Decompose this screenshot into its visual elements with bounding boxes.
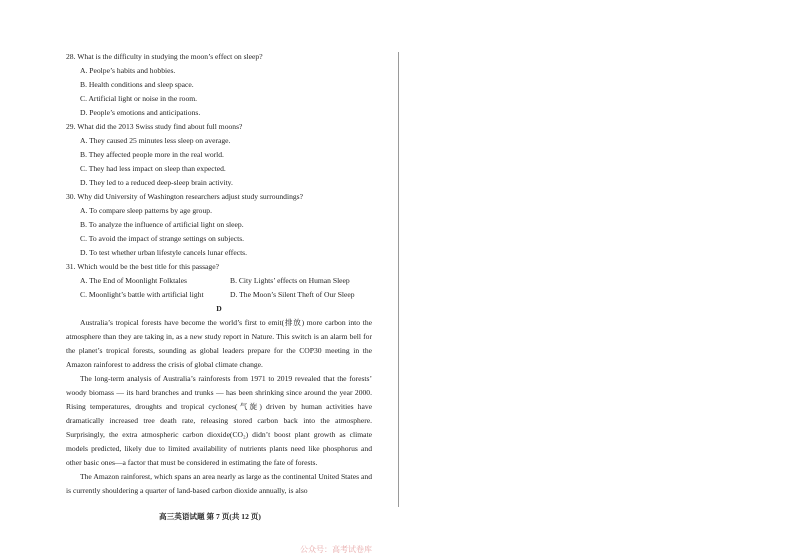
column-divider — [398, 52, 399, 507]
question-31-option-c: C. Moonlight’s battle with artificial light — [80, 290, 204, 299]
question-28-option-c: C. Artificial light or noise in the room. — [80, 94, 198, 103]
question-29-option-c: C. They had less impact on sleep than expected. — [80, 164, 226, 173]
question-28-option-d: D. People’s emotions and anticipations. — [80, 108, 201, 117]
watermark: 公众号：高考试卷库 — [300, 545, 372, 554]
section-heading: D — [216, 304, 222, 313]
question-30-stem: 30. Why did University of Washington researchers adjust study surroundings? — [66, 192, 304, 201]
question-28-option-a: A. Peolpe’s habits and hobbies. — [80, 66, 176, 75]
question-31-option-b: B. City Lights’ effects on Human Sleep — [230, 276, 350, 285]
passage-paragraph-3: The Amazon rainforest, which spans an area nearly as large as the continental United States and is currently shouldering a quarter of land-based carbon dioxide annually, is also — [66, 472, 372, 495]
question-31-options-row-1 — [80, 274, 372, 288]
question-30-option-c: C. To avoid the impact of strange settings on subjects. — [80, 234, 245, 243]
question-29-option-d: D. They led to a reduced deep-sleep brain activity. — [80, 178, 233, 187]
question-29-stem: 29. What did the 2013 Swiss study find about full moons? — [66, 122, 243, 131]
question-28-stem: 28. What is the difficulty in studying the moon’s effect on sleep? — [66, 52, 263, 61]
question-29-option-a: A. They caused 25 minutes less sleep on average. — [80, 136, 231, 145]
question-30-option-a: A. To compare sleep patterns by age group. — [80, 206, 212, 215]
passage-paragraph-2: The long-term analysis of Australia’s rainforests from 1971 to 2019 revealed that the forests’ woody biomass — its hard branches and trunks — has been shrinking since around the year 2000. Rising temperatures, droughts and tropical cyclones(气旋) driven by human activities have dramatically increased tree death rate, releasing stored carbon back into the atmosphere. Surprisingly, the extra atmospheric carbon dioxide(CO₂) didn’t boost plant growth as climate models predicted, likely due to limited availability of nutrients plants need like phosphorus and other basic ones—a factor that must be considered in estimating the fate of forests. — [66, 374, 372, 467]
left-column — [66, 50, 372, 498]
question-31-options-row-2 — [80, 288, 372, 302]
passage-paragraph-1: Australia’s tropical forests have become the world’s first to emit(排放) more carbon into the atmosphere than they are taking in, as a new study report in Nature. This switch is an alarm bell for the planet’s tropical forests, sounding as global leaders prepare for the COP30 meeting in the Amazon rainforest to address the crisis of global climate change. — [66, 318, 372, 369]
question-29-option-b: B. They affected people more in the real world. — [80, 150, 224, 159]
page-footer: 高三英语试题 第 7 页(共 12 页) — [159, 512, 261, 521]
question-31-option-a: A. The End of Moonlight Folktales — [80, 276, 188, 285]
question-30-option-d: D. To test whether urban lifestyle cancels lunar effects. — [80, 248, 248, 257]
question-28-option-b: B. Health conditions and sleep space. — [80, 80, 194, 89]
question-31-stem: 31. Which would be the best title for this passage? — [66, 262, 219, 271]
question-31-option-d: D. The Moon’s Silent Theft of Our Sleep — [230, 290, 355, 299]
question-30-option-b: B. To analyze the influence of artificial light on sleep. — [80, 220, 244, 229]
